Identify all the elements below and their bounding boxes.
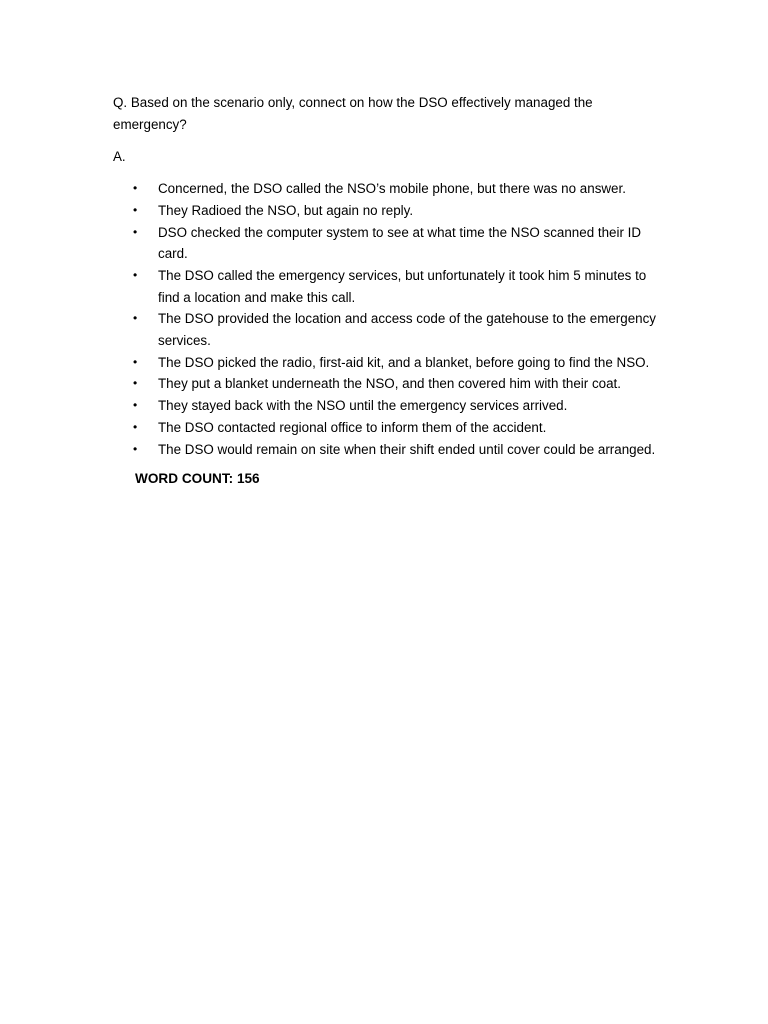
answer-text: They Radioed the NSO, but again no reply.: [158, 202, 414, 218]
answer-text: The DSO provided the location and access code of the gatehouse to the emergency services.: [158, 311, 656, 349]
answer-item: [113, 308, 658, 351]
bullet-icon: •: [133, 354, 138, 369]
bullet-icon: •: [133, 311, 138, 326]
document-page: [113, 92, 658, 490]
word-count: WORD COUNT: 156: [135, 471, 260, 487]
bullet-icon: •: [133, 398, 138, 413]
answer-item: [113, 200, 658, 222]
answer-text: The DSO contacted regional office to inform them of the accident.: [158, 419, 547, 435]
question-text: Q. Based on the scenario only, connect on how the DSO effectively managed the emergency?: [113, 95, 593, 132]
answer-list: [113, 178, 658, 460]
answer-text: They put a blanket underneath the NSO, and then covered him with their coat.: [158, 376, 621, 392]
answer-item: [113, 265, 658, 308]
bullet-icon: •: [133, 267, 138, 282]
answer-item: [113, 352, 658, 374]
bullet-icon: •: [133, 224, 138, 239]
answer-item: [113, 417, 658, 439]
answer-item: [113, 178, 658, 200]
bullet-icon: •: [133, 419, 138, 434]
answer-item: [113, 373, 658, 395]
answer-text: They stayed back with the NSO until the emergency services arrived.: [158, 398, 568, 414]
bullet-icon: •: [133, 202, 138, 217]
answer-item: [113, 222, 658, 265]
answer-text: The DSO called the emergency services, but unfortunately it took him 5 minutes to find a location and make this call.: [158, 267, 647, 305]
bullet-icon: •: [133, 441, 138, 456]
answer-text: The DSO picked the radio, first-aid kit, and a blanket, before going to find the NSO.: [158, 354, 650, 370]
answer-item: [113, 439, 658, 461]
answer-text: DSO checked the computer system to see at what time the NSO scanned their ID card.: [158, 224, 642, 262]
answer-text: The DSO would remain on site when their shift ended until cover could be arranged.: [158, 441, 656, 457]
answer-item: [113, 395, 658, 417]
answer-label: A.: [113, 149, 126, 165]
answer-text: Concerned, the DSO called the NSO’s mobile phone, but there was no answer.: [158, 181, 626, 197]
bullet-icon: •: [133, 181, 138, 196]
bullet-icon: •: [133, 376, 138, 391]
